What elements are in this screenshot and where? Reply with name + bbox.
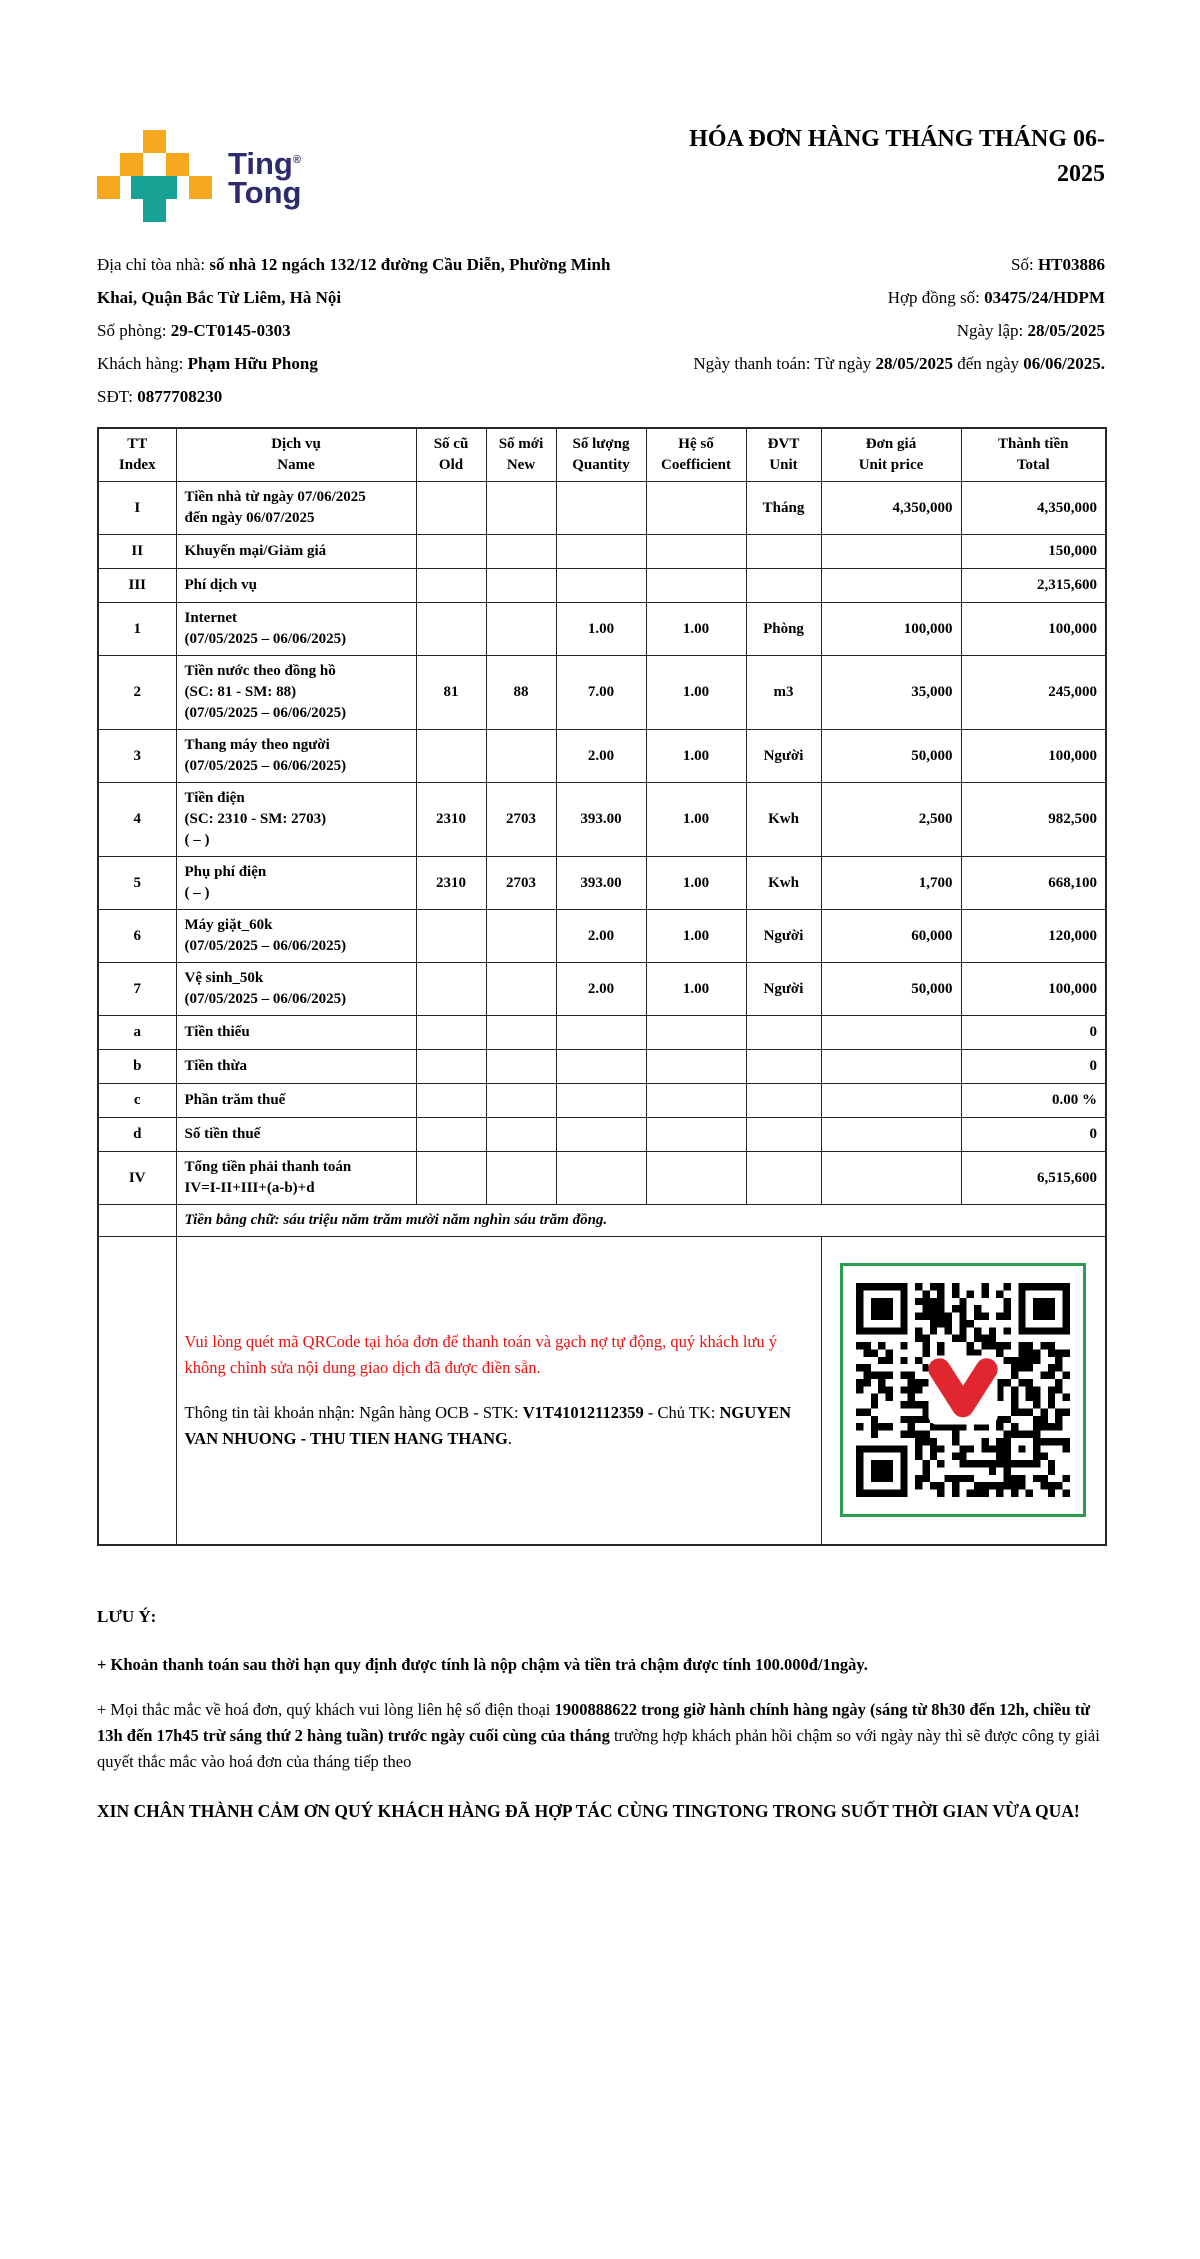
cell-coefficient xyxy=(646,535,746,569)
cell-unit: Người xyxy=(746,963,821,1016)
cell-new-reading xyxy=(486,482,556,535)
column-header-total: Thành tiền Total xyxy=(961,428,1106,482)
table-row xyxy=(98,603,1106,656)
note-contact: + Mọi thắc mắc về hoá đơn, quý khách vui lòng liên hệ số điện thoại 1900888622 trong giờ hành chính hàng ngày (sáng từ 8h30 đến 12h, chiều từ 13h đến 17h45 trừ sáng thứ 2 hàng tuần) trước ngày cuối cùng của tháng trường hợp khách phản hồi chậm so với ngày này thì sẽ được công ty giải quyết thắc mắc vào hoá đơn của tháng tiếp theo xyxy=(97,1700,1100,1771)
cell-coefficient xyxy=(646,482,746,535)
cell-coefficient xyxy=(646,569,746,603)
cell-quantity xyxy=(556,535,646,569)
cell-unit-price xyxy=(821,535,961,569)
cell-unit xyxy=(746,1084,821,1118)
logo-pixel xyxy=(143,199,166,222)
cell-new-reading: 88 xyxy=(486,656,556,730)
invoice-title: HÓA ĐƠN HÀNG THÁNG THÁNG 06-2025 xyxy=(689,126,1105,187)
cell-coefficient xyxy=(646,1118,746,1152)
cell-index: d xyxy=(98,1118,176,1152)
cell-total: 100,000 xyxy=(961,603,1106,656)
cell-unit-price: 35,000 xyxy=(821,656,961,730)
contract-number: Hợp đồng số: 03475/24/HDPM xyxy=(887,288,1105,307)
cell-quantity: 7.00 xyxy=(556,656,646,730)
cell-index: III xyxy=(98,569,176,603)
cell-new-reading xyxy=(486,1084,556,1118)
amount-words-value: sáu triệu năm trăm mười năm nghìn sáu trăm đồng. xyxy=(283,1212,608,1228)
cell-quantity xyxy=(556,1016,646,1050)
cell-service-name: Khuyến mại/Giảm giá xyxy=(176,535,416,569)
cell-new-reading xyxy=(486,910,556,963)
cell-service-name: Số tiền thuế xyxy=(176,1118,416,1152)
table-row xyxy=(98,482,1106,535)
qr-instruction-note: Vui lòng quét mã QRCode tại hóa đơn để thanh toán và gạch nợ tự động, quý khách lưu ý không chỉnh sửa nội dung giao dịch đã được điền sẵn. xyxy=(184,1332,777,1377)
cell-quantity xyxy=(556,482,646,535)
cell-quantity xyxy=(556,569,646,603)
cell-service-name: Phần trăm thuế xyxy=(176,1084,416,1118)
cell-old-reading xyxy=(416,569,486,603)
table-row xyxy=(98,1118,1106,1152)
cell-index: a xyxy=(98,1016,176,1050)
cell-coefficient xyxy=(646,1084,746,1118)
invoice-meta xyxy=(97,248,1105,413)
cell-old-reading xyxy=(416,963,486,1016)
cell-unit-price: 100,000 xyxy=(821,603,961,656)
cell-old-reading xyxy=(416,1152,486,1205)
cell-old-reading: 81 xyxy=(416,656,486,730)
column-header-unit: ĐVT Unit xyxy=(746,428,821,482)
brand-name-line2: Tong xyxy=(228,175,302,210)
cell-new-reading xyxy=(486,1050,556,1084)
cell-coefficient: 1.00 xyxy=(646,783,746,857)
note-late-payment: + Khoản thanh toán sau thời hạn quy định được tính là nộp chậm và tiền trả chậm được tính 100.000đ/1ngày. xyxy=(97,1654,868,1674)
logo-pixel xyxy=(97,176,120,199)
amount-in-words-row xyxy=(98,1205,1106,1237)
cell-total: 100,000 xyxy=(961,963,1106,1016)
qr-code-image xyxy=(856,1283,1070,1497)
cell-total: 982,500 xyxy=(961,783,1106,857)
table-footer-rows xyxy=(98,1205,1106,1545)
cell-index: 6 xyxy=(98,910,176,963)
cell-unit: Kwh xyxy=(746,783,821,857)
cell-unit-price: 1,700 xyxy=(821,857,961,910)
cell-unit-price xyxy=(821,1118,961,1152)
issue-date: Ngày lập: 28/05/2025 xyxy=(956,321,1105,340)
column-header-new: Số mới New xyxy=(486,428,556,482)
column-header-index: TT Index xyxy=(98,428,176,482)
cell-total: 0 xyxy=(961,1050,1106,1084)
cell-old-reading xyxy=(416,535,486,569)
table-row xyxy=(98,1152,1106,1205)
cell-quantity: 393.00 xyxy=(556,783,646,857)
payment-period: Ngày thanh toán: Từ ngày 28/05/2025 đến ngày 06/06/2025. xyxy=(693,354,1105,373)
cell-unit-price xyxy=(821,1084,961,1118)
table-body xyxy=(98,482,1106,1205)
cell-new-reading xyxy=(486,963,556,1016)
cell-new-reading xyxy=(486,569,556,603)
invoice-table xyxy=(97,427,1107,1546)
column-header-quantity: Số lượng Quantity xyxy=(556,428,646,482)
logo-pixel xyxy=(189,176,212,199)
table-row xyxy=(98,1016,1106,1050)
cell-index: 2 xyxy=(98,656,176,730)
table-header xyxy=(98,428,1106,482)
cell-total: 0 xyxy=(961,1016,1106,1050)
cell-coefficient: 1.00 xyxy=(646,963,746,1016)
account-holder: NGUYEN VAN NHUONG - THU TIEN HANG THANG xyxy=(184,1403,792,1448)
cell-unit-price: 50,000 xyxy=(821,730,961,783)
table-row xyxy=(98,783,1106,857)
cell-unit: Phòng xyxy=(746,603,821,656)
cell-coefficient: 1.00 xyxy=(646,910,746,963)
cell-new-reading: 2703 xyxy=(486,857,556,910)
bank-account-info: Thông tin tài khoản nhận: Ngân hàng OCB - STK: V1T41012112359 - Chủ TK: NGUYEN VAN NHUONG - THU TIEN HANG THANG. xyxy=(184,1403,792,1448)
brand-wordmark xyxy=(228,146,302,210)
column-header-coefficient: Hệ số Coefficient xyxy=(646,428,746,482)
cell-unit xyxy=(746,1118,821,1152)
notes-title: LƯU Ý: xyxy=(97,1606,157,1626)
cell-index: 5 xyxy=(98,857,176,910)
cell-new-reading xyxy=(486,1118,556,1152)
meta-left-column xyxy=(97,248,637,413)
cell-quantity xyxy=(556,1084,646,1118)
logo-pixel xyxy=(120,153,143,176)
cell-quantity xyxy=(556,1050,646,1084)
cell-total: 0 xyxy=(961,1118,1106,1152)
table-row xyxy=(98,857,1106,910)
meta-right-column xyxy=(675,248,1105,413)
tingtong-logo-icon xyxy=(97,130,212,222)
cell-index: 3 xyxy=(98,730,176,783)
column-header-unit-price: Đơn giá Unit price xyxy=(821,428,961,482)
cell-unit-price: 50,000 xyxy=(821,963,961,1016)
cell-total: 245,000 xyxy=(961,656,1106,730)
cell-service-name: Tổng tiền phải thanh toán IV=I-II+III+(a-b)+d xyxy=(176,1152,416,1205)
cell-service-name: Internet (07/05/2025 – 06/06/2025) xyxy=(176,603,416,656)
customer-phone: SĐT: 0877708230 xyxy=(97,387,223,406)
cell-quantity xyxy=(556,1118,646,1152)
table-row xyxy=(98,569,1106,603)
cell-coefficient: 1.00 xyxy=(646,656,746,730)
cell-coefficient: 1.00 xyxy=(646,603,746,656)
thanks-message: XIN CHÂN THÀNH CẢM ƠN QUÝ KHÁCH HÀNG ĐÃ HỢP TÁC CÙNG TINGTONG TRONG SUỐT THỜI GIAN VỪA QUA! xyxy=(97,1801,1080,1822)
cell-quantity: 393.00 xyxy=(556,857,646,910)
building-address: Địa chỉ tòa nhà: số nhà 12 ngách 132/12 đường Cầu Diễn, Phường Minh Khai, Quận Bắc Từ Liêm, Hà Nội xyxy=(97,255,611,307)
cell-service-name: Tiền thừa xyxy=(176,1050,416,1084)
logo-pixel xyxy=(166,153,189,176)
cell-coefficient: 1.00 xyxy=(646,730,746,783)
cell-coefficient xyxy=(646,1016,746,1050)
cell-total: 668,100 xyxy=(961,857,1106,910)
cell-unit-price: 60,000 xyxy=(821,910,961,963)
invoice-number: Số: HT03886 xyxy=(1011,255,1105,274)
cell-service-name: Thang máy theo người (07/05/2025 – 06/06/2025) xyxy=(176,730,416,783)
header xyxy=(97,126,1105,222)
cell-unit xyxy=(746,535,821,569)
account-number: V1T41012112359 xyxy=(522,1403,644,1423)
cell-new-reading: 2703 xyxy=(486,783,556,857)
cell-unit: m3 xyxy=(746,656,821,730)
cell-coefficient: 1.00 xyxy=(646,857,746,910)
column-header-name: Dịch vụ Name xyxy=(176,428,416,482)
cell-service-name: Vệ sinh_50k (07/05/2025 – 06/06/2025) xyxy=(176,963,416,1016)
cell-unit: Kwh xyxy=(746,857,821,910)
cell-index: 1 xyxy=(98,603,176,656)
footer-notes xyxy=(97,1604,1105,1826)
table-row xyxy=(98,1050,1106,1084)
cell-service-name: Máy giặt_60k (07/05/2025 – 06/06/2025) xyxy=(176,910,416,963)
cell-unit-price xyxy=(821,1016,961,1050)
customer-name: Khách hàng: Phạm Hữu Phong xyxy=(97,354,318,373)
cell-index: 4 xyxy=(98,783,176,857)
cell-quantity: 1.00 xyxy=(556,603,646,656)
logo-pixel xyxy=(143,130,166,153)
cell-unit-price xyxy=(821,1050,961,1084)
cell-quantity: 2.00 xyxy=(556,910,646,963)
cell-old-reading: 2310 xyxy=(416,783,486,857)
cell-old-reading xyxy=(416,1084,486,1118)
cell-unit: Người xyxy=(746,910,821,963)
cell-quantity xyxy=(556,1152,646,1205)
cell-new-reading xyxy=(486,603,556,656)
cell-new-reading xyxy=(486,730,556,783)
cell-unit xyxy=(746,1016,821,1050)
cell-new-reading xyxy=(486,535,556,569)
column-header-old: Số cũ Old xyxy=(416,428,486,482)
cell-old-reading xyxy=(416,1050,486,1084)
cell-unit-price: 2,500 xyxy=(821,783,961,857)
room-number: Số phòng: 29-CT0145-0303 xyxy=(97,321,291,340)
cell-index: I xyxy=(98,482,176,535)
cell-index: c xyxy=(98,1084,176,1118)
table-row xyxy=(98,1084,1106,1118)
table-row xyxy=(98,730,1106,783)
cell-unit: Tháng xyxy=(746,482,821,535)
cell-unit-price xyxy=(821,569,961,603)
cell-service-name: Tiền nhà từ ngày 07/06/2025 đến ngày 06/07/2025 xyxy=(176,482,416,535)
cell-old-reading xyxy=(416,910,486,963)
table-row xyxy=(98,963,1106,1016)
cell-unit: Người xyxy=(746,730,821,783)
cell-unit xyxy=(746,569,821,603)
cell-index: II xyxy=(98,535,176,569)
table-row xyxy=(98,656,1106,730)
qr-row xyxy=(98,1237,1106,1545)
cell-unit-price xyxy=(821,1152,961,1205)
cell-service-name: Tiền nước theo đồng hồ (SC: 81 - SM: 88) (07/05/2025 – 06/06/2025) xyxy=(176,656,416,730)
logo-pixel xyxy=(131,176,177,199)
table-row xyxy=(98,535,1106,569)
cell-old-reading xyxy=(416,482,486,535)
cell-index: 7 xyxy=(98,963,176,1016)
cell-coefficient xyxy=(646,1050,746,1084)
cell-quantity: 2.00 xyxy=(556,963,646,1016)
cell-index: IV xyxy=(98,1152,176,1205)
brand-logo xyxy=(97,130,301,222)
registered-mark: ® xyxy=(292,154,301,166)
qr-code xyxy=(840,1263,1086,1517)
cell-total: 0.00 % xyxy=(961,1084,1106,1118)
amount-words-label: Tiền bằng chữ: xyxy=(184,1212,284,1228)
cell-old-reading xyxy=(416,730,486,783)
cell-new-reading xyxy=(486,1152,556,1205)
cell-total: 120,000 xyxy=(961,910,1106,963)
cell-service-name: Phụ phí điện ( – ) xyxy=(176,857,416,910)
cell-total: 100,000 xyxy=(961,730,1106,783)
cell-unit-price: 4,350,000 xyxy=(821,482,961,535)
cell-service-name: Tiền thiếu xyxy=(176,1016,416,1050)
table-row xyxy=(98,910,1106,963)
cell-total: 150,000 xyxy=(961,535,1106,569)
hotline-number: 1900888622 trong giờ hành chính hàng ngày (sáng từ 8h30 đến 12h, chiều từ 13h đến 17h45 trừ sáng thứ 2 hàng tuần) trước ngày cuối cùng của tháng xyxy=(97,1700,1091,1745)
cell-service-name: Tiền điện (SC: 2310 - SM: 2703) ( – ) xyxy=(176,783,416,857)
cell-total: 2,315,600 xyxy=(961,569,1106,603)
cell-total: 4,350,000 xyxy=(961,482,1106,535)
cell-old-reading xyxy=(416,1118,486,1152)
cell-unit xyxy=(746,1152,821,1205)
cell-old-reading xyxy=(416,603,486,656)
cell-old-reading: 2310 xyxy=(416,857,486,910)
brand-name-line1: Ting xyxy=(228,146,293,181)
cell-new-reading xyxy=(486,1016,556,1050)
cell-old-reading xyxy=(416,1016,486,1050)
cell-service-name: Phí dịch vụ xyxy=(176,569,416,603)
cell-total: 6,515,600 xyxy=(961,1152,1106,1205)
cell-quantity: 2.00 xyxy=(556,730,646,783)
cell-index: b xyxy=(98,1050,176,1084)
cell-coefficient xyxy=(646,1152,746,1205)
cell-unit xyxy=(746,1050,821,1084)
